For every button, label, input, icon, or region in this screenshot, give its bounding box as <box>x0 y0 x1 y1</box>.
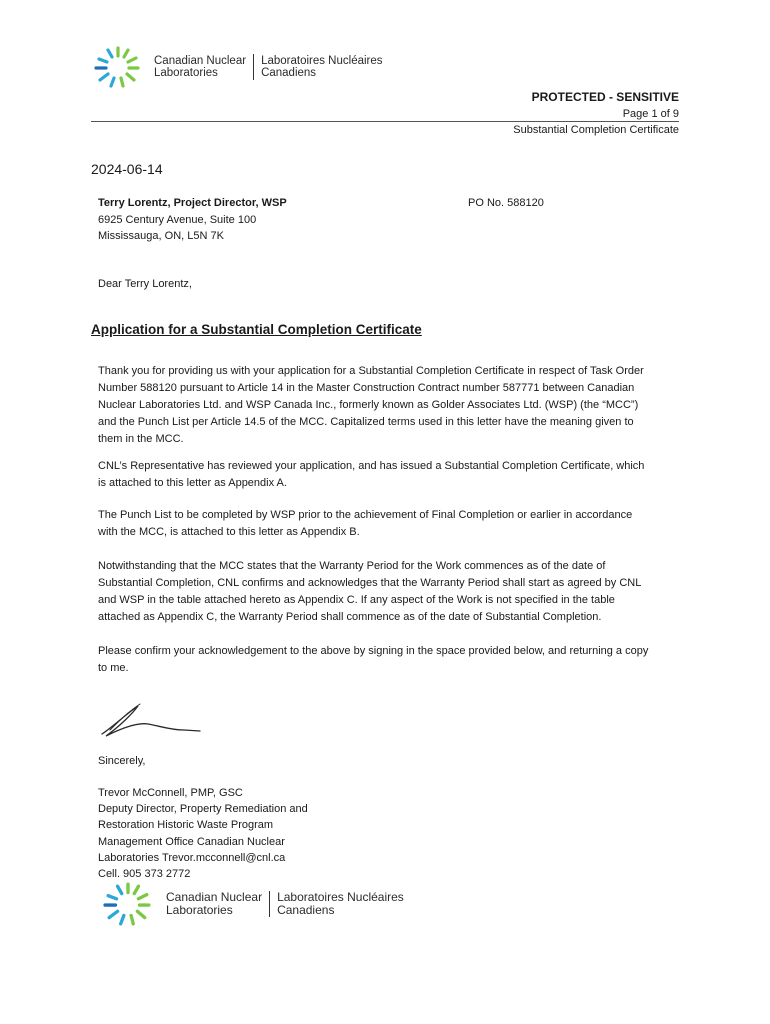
paragraph-line: Thank you for providing us with your application for a Substantial Completion Certificate in respect of Task Order <box>98 365 644 377</box>
paragraph-line: Nuclear Laboratories Ltd. and WSP Canada Inc., formerly known as Golder Associates Ltd. (WSP) (the “MCC”) <box>98 399 639 411</box>
signatory-line: Trevor McConnell, PMP, GSC <box>98 787 243 799</box>
logo-divider <box>253 54 254 80</box>
closing: Sincerely, <box>98 755 146 767</box>
recipient-name: Terry Lorentz, Project Director, WSP <box>98 197 287 209</box>
handwritten-signature <box>96 700 206 742</box>
logo-fr-line2: Canadiens <box>277 903 335 917</box>
logo-en-line2: Laboratories <box>166 903 233 917</box>
body-paragraph <box>98 643 682 677</box>
recipient-address-line2: Mississauga, ON, L5N 7K <box>98 230 224 242</box>
signatory-line: Restoration Historic Waste Program <box>98 819 274 832</box>
paragraph-line: CNL’s Representative has reviewed your application, and has issued a Substantial Completion Certificate, which <box>98 460 645 472</box>
cnl-burst-icon <box>90 44 146 90</box>
paragraph-line: to me. <box>98 662 129 674</box>
logo-en-line1: Canadian Nuclear <box>166 890 263 904</box>
signatory-line: Laboratories Trevor.mcconnell@cnl.ca <box>98 851 286 864</box>
paragraph-line: The Punch List to be completed by WSP prior to the achievement of Final Completion or earlier in accordance <box>98 509 633 521</box>
signatory-line: Management Office Canadian Nuclear <box>98 835 285 848</box>
cnl-burst-icon <box>98 880 158 928</box>
paragraph-line: Notwithstanding that the MCC states that the Warranty Period for the Work commences as of the date of <box>98 560 606 572</box>
document-title: Substantial Completion Certificate <box>513 124 679 136</box>
logo-en-line2: Laboratories <box>154 67 218 79</box>
classification-label: PROTECTED - SENSITIVE <box>531 90 679 104</box>
body-paragraph <box>98 558 682 626</box>
body-paragraph <box>98 458 682 492</box>
header-rule <box>91 121 679 122</box>
body-paragraph <box>98 363 682 448</box>
letter-subject-title: Application for a Substantial Completion Certificate <box>91 322 422 337</box>
paragraph-line: with the MCC, is attached to this letter as Appendix B. <box>98 526 360 538</box>
paragraph-line: Substantial Completion, CNL confirms and acknowledges that the Warranty Period shall start as agreed by CNL <box>98 577 642 589</box>
po-number: PO No. 588120 <box>468 197 544 209</box>
signatory-line: Cell. 905 373 2772 <box>98 868 191 881</box>
body-paragraph <box>98 507 682 541</box>
logo-fr-line1: Laboratoires Nucléaires <box>261 54 383 67</box>
logo-divider <box>269 891 270 917</box>
signatory-line: Deputy Director, Property Remediation and <box>98 803 308 816</box>
paragraph-line: is attached to this letter as Appendix A. <box>98 477 287 489</box>
salutation: Dear Terry Lorentz, <box>98 278 192 290</box>
paragraph-line: attached as Appendix C, the Warranty Period shall commence as of the date of Substantial Completion. <box>98 611 602 623</box>
cnl-logo-top <box>90 44 383 90</box>
paragraph-line: them in the MCC. <box>98 433 184 445</box>
paragraph-line: Number 588120 pursuant to Article 14 in the Master Construction Contract number 587771 between Canadian <box>98 382 635 394</box>
recipient-address-line1: 6925 Century Avenue, Suite 100 <box>98 214 257 226</box>
letter-date: 2024-06-14 <box>91 161 163 177</box>
page-number: Page 1 of 9 <box>622 108 679 120</box>
signatory-block <box>98 785 682 882</box>
paragraph-line: and the Punch List per Article 14.5 of the MCC. Capitalized terms used in this letter have the meaning given to <box>98 416 634 428</box>
logo-fr-line2: Canadiens <box>261 67 317 79</box>
cnl-logo-bottom <box>98 880 404 928</box>
paragraph-line: and WSP in the table attached hereto as Appendix C. If any aspect of the Work is not specified in the table <box>98 594 615 606</box>
paragraph-line: Please confirm your acknowledgement to the above by signing in the space provided below, and returning a copy <box>98 645 649 657</box>
logo-en-line1: Canadian Nuclear <box>154 54 247 67</box>
logo-fr-line1: Laboratoires Nucléaires <box>277 890 404 904</box>
